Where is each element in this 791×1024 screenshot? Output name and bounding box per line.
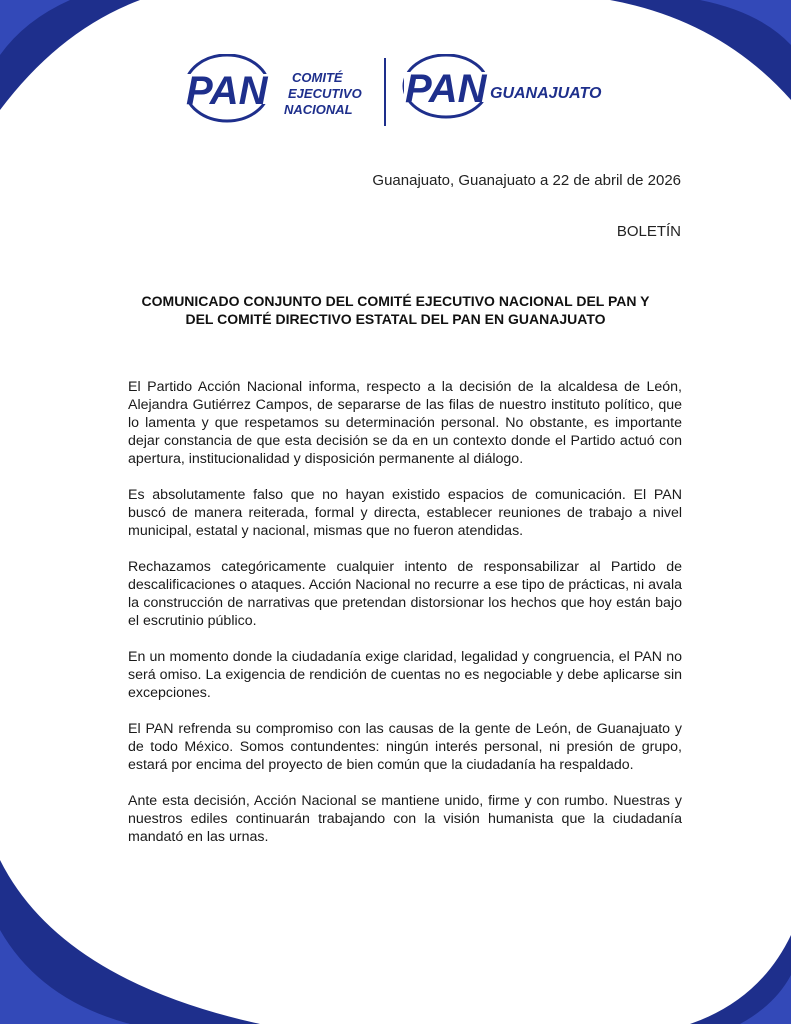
- headline-line-2: DEL COMITÉ DIRECTIVO ESTATAL DEL PAN EN GUANAJUATO: [185, 311, 606, 327]
- body-text: [128, 378, 682, 864]
- bottom-left-swoosh: [0, 860, 260, 1024]
- top-right-swoosh-accent: [700, 0, 791, 45]
- cen-pan-mark: PAN: [186, 69, 268, 113]
- bottom-left-swoosh-accent: [0, 930, 130, 1024]
- cen-text-line1: COMITÉ: [292, 70, 343, 85]
- document-type: BOLETÍN: [616, 223, 681, 240]
- dateline: Guanajuato, Guanajuato a 22 de abril de 2026: [372, 172, 681, 189]
- paragraph-2: Es absolutamente falso que no hayan existido espacios de comunicación. El PAN buscó de manera reiterada, formal y directa, establecer reuniones de trabajo a nivel municipal, estatal y nacional, mismas que no fueron atendidas.: [128, 487, 682, 539]
- headline-line-1: COMUNICADO CONJUNTO DEL COMITÉ EJECUTIVO NACIONAL DEL PAN Y: [141, 293, 650, 309]
- cen-text-line2: EJECUTIVO: [288, 86, 362, 101]
- header-logos: [0, 48, 791, 138]
- paragraph-4: En un momento donde la ciudadanía exige claridad, legalidad y congruencia, el PAN no será omiso. La exigencia de rendición de cuentas no es negociable y debe aplicarse sin excepciones.: [128, 649, 682, 701]
- headline: [110, 292, 681, 328]
- cen-text-line3: NACIONAL: [284, 102, 353, 117]
- bottom-right-swoosh-accent: [740, 975, 791, 1024]
- paragraph-1: El Partido Acción Nacional informa, respecto a la decisión de la alcaldesa de León, Alejandra Gutiérrez Campos, de separarse de las filas de nuestro instituto político, que lo lamenta y que respetamos su determinación personal. No obstante, es importante dejar constancia de que esta decisión se da en un contexto donde el Partido actuó con apertura, institucionalidad y disposición permanente al diálogo.: [128, 379, 682, 467]
- state-text: GUANAJUATO: [490, 85, 602, 102]
- state-pan-mark: PAN: [405, 67, 487, 111]
- paragraph-5: El PAN refrenda su compromiso con las causas de la gente de León, de Guanajuato y de todo México. Somos contundentes: ningún interés personal, ni presión de grupo, estará por encima del proyecto de bien común que la ciudadanía ha respaldado.: [128, 721, 682, 773]
- pan-logos: [184, 54, 614, 134]
- bottom-right-swoosh: [690, 935, 791, 1024]
- paragraph-6: Ante esta decisión, Acción Nacional se mantiene unido, firme y con rumbo. Nuestras y nuestros ediles continuarán trabajando con la visión humanista que la ciudadanía mandató en las urnas.: [128, 793, 682, 845]
- top-left-swoosh-accent: [0, 0, 70, 55]
- state-logo: [404, 55, 602, 117]
- paragraph-3: Rechazamos categóricamente cualquier intento de responsabilizar al Partido de descalificaciones o ataques. Acción Nacional no recurre a ese tipo de prácticas, ni avala la construcción de narrativas que pretendan distorsionar los hechos que hoy están bajo el escrutinio público.: [128, 559, 682, 629]
- cen-logo: [184, 55, 362, 121]
